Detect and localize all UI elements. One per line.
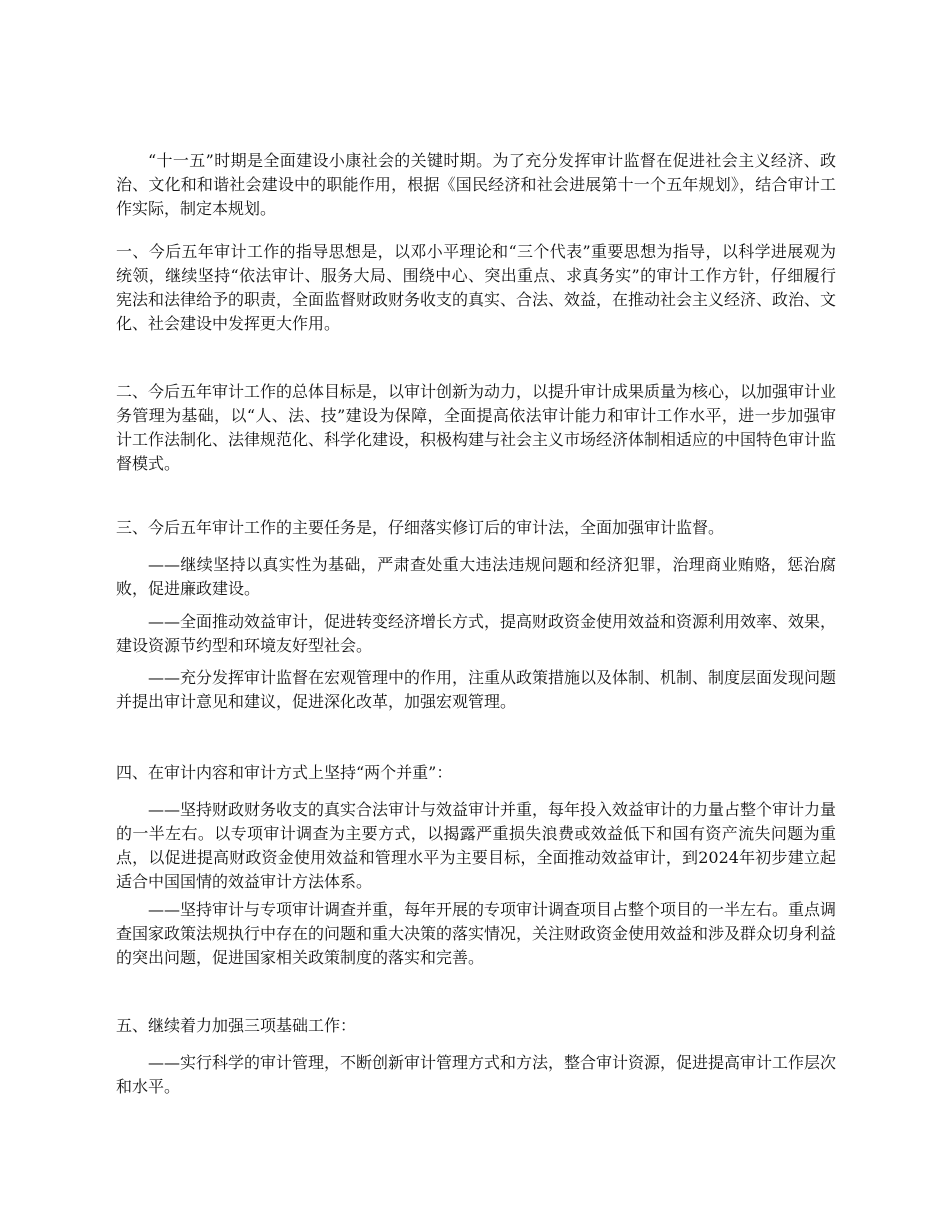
section-2-paragraph: 二、今后五年审计工作的总体目标是，以审计创新为动力，以提升审计成果质量为核心，以加强审计业务管理为基础，以“人、法、技”建设为保障，全面提高依法审计能力和审计工作水平，进一步加强审计工作法制化、法律规范化、科学化建设，积极构建与社会主义市场经济体制相适应的中国特色审计监督模式。 xyxy=(116,382,837,473)
section-4-item-1: ——坚持财政财务收支的真实合法审计与效益审计并重，每年投入效益审计的力量占整个审计力量的一半左右。以专项审计调查为主要方式，以揭露严重损失浪费或效益低下和国有资产流失问题为重点，以促进提高财政资金使用效益和管理水平为主要目标，全面推动效益审计，到2024年初步建立起适合中国国情的效益审计方法体系。 xyxy=(116,800,837,891)
section-3-heading: 三、今后五年审计工作的主要任务是，仔细落实修订后的审计法，全面加强审计监督。 xyxy=(116,518,725,537)
section-3-item-3: ——充分发挥审计监督在宏观管理中的作用，注重从政策措施以及体制、机制、制度层面发现问题并提出审计意见和建议，促进深化改革，加强宏观管理。 xyxy=(116,668,837,711)
section-4-heading: 四、在审计内容和审计方式上坚持“两个并重”： xyxy=(116,763,453,782)
section-3-item-1: ——继续坚持以真实性为基础，严肃查处重大违法违规问题和经济犯罪，治理商业贿赂，惩治腐败，促进廉政建设。 xyxy=(116,555,836,598)
intro-paragraph: “十一五”时期是全面建设小康社会的关键时期。为了充分发挥审计监督在促进社会主义经济、政治、文化和和谐社会建设中的职能作用，根据《国民经济和社会进展第十一个五年规划》，结合审计工作实际，制定本规划。 xyxy=(116,151,836,218)
section-1-paragraph: 一、今后五年审计工作的指导思想是，以邓小平理论和“三个代表”重要思想为指导，以科学进展观为统领，继续坚持“依法审计、服务大局、围绕中心、突出重点、求真务实”的审计工作方针，仔细履行宪法和法律给予的职责，全面监督财政财务收支的真实、合法、效益，在推动社会主义经济、政治、文化、社会建设中发挥更大作用。 xyxy=(116,242,837,333)
section-3-item-2: ——全面推动效益审计，促进转变经济增长方式，提高财政资金使用效益和资源利用效率、效果，建设资源节约型和环境友好型社会。 xyxy=(116,612,837,655)
section-5-item-1: ——实行科学的审计管理，不断创新审计管理方式和方法，整合审计资源，促进提高审计工作层次和水平。 xyxy=(116,1053,837,1096)
section-5-heading: 五、继续着力加强三项基础工作： xyxy=(116,1016,357,1035)
section-4-item-2: ——坚持审计与专项审计调查并重，每年开展的专项审计调查项目占整个项目的一半左右。重点调查国家政策法规执行中存在的问题和重大决策的落实情况，关注财政资金使用效益和涉及群众切身利益的突出问题，促进国家相关政策制度的落实和完善。 xyxy=(116,900,837,967)
